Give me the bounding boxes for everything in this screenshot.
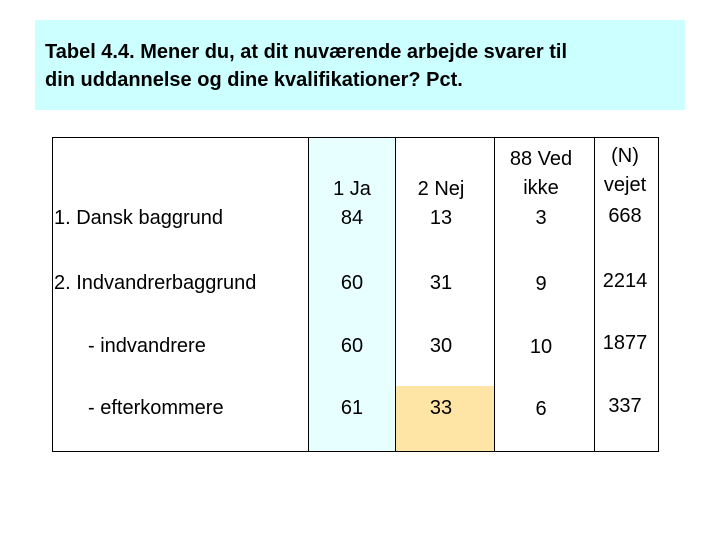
header-ved-ikke-line-1: 88 Ved — [509, 148, 573, 170]
cell-dansk-n: 668 — [608, 205, 642, 227]
cell-efterkommere-n: 337 — [608, 395, 642, 417]
cell-indvandrere-n: 1877 — [602, 332, 648, 354]
row-label-dansk-baggrund: 1. Dansk baggrund — [54, 207, 224, 229]
cell-indvandrerbaggrund-ved-ikke: 9 — [535, 273, 547, 295]
cell-indvandrere-nej: 30 — [429, 335, 453, 357]
cell-indvandrere-ja: 60 — [340, 335, 364, 357]
cell-efterkommere-ja: 61 — [340, 397, 364, 419]
row-label-efterkommere: - efterkommere — [88, 397, 224, 419]
cell-indvandrerbaggrund-n: 2214 — [602, 270, 648, 292]
cell-indvandrerbaggrund-ja: 60 — [340, 272, 364, 294]
cell-efterkommere-ved-ikke: 6 — [535, 398, 547, 420]
column-divider-label — [308, 137, 309, 452]
row-label-indvandrerbaggrund: 2. Indvandrerbaggrund — [54, 272, 257, 294]
header-ved-ikke-line-2: ikke — [523, 177, 559, 199]
cell-dansk-ja: 84 — [340, 207, 364, 229]
cell-indvandrerbaggrund-nej: 31 — [429, 272, 453, 294]
column-divider-ja — [395, 137, 396, 452]
cell-dansk-nej: 13 — [429, 207, 453, 229]
table-title-line-1: Tabel 4.4. Mener du, at dit nuværende arbejde svarer til — [45, 41, 568, 63]
table-title-box — [35, 20, 685, 110]
header-ja: 1 Ja — [333, 178, 371, 200]
header-nej: 2 Nej — [417, 178, 465, 200]
row-label-indvandrere: - indvandrere — [88, 335, 206, 357]
cell-dansk-ved-ikke: 3 — [535, 207, 547, 229]
cell-efterkommere-nej: 33 — [429, 397, 453, 419]
table-title-line-2: din uddannelse og dine kvalifikationer? Pct. — [45, 69, 463, 91]
header-n-line-1: (N) — [611, 145, 639, 167]
header-n-line-2: vejet — [603, 174, 647, 196]
cell-indvandrere-ved-ikke: 10 — [529, 336, 553, 358]
column-divider-nej — [494, 137, 495, 452]
column-divider-ved-ikke — [594, 137, 595, 452]
